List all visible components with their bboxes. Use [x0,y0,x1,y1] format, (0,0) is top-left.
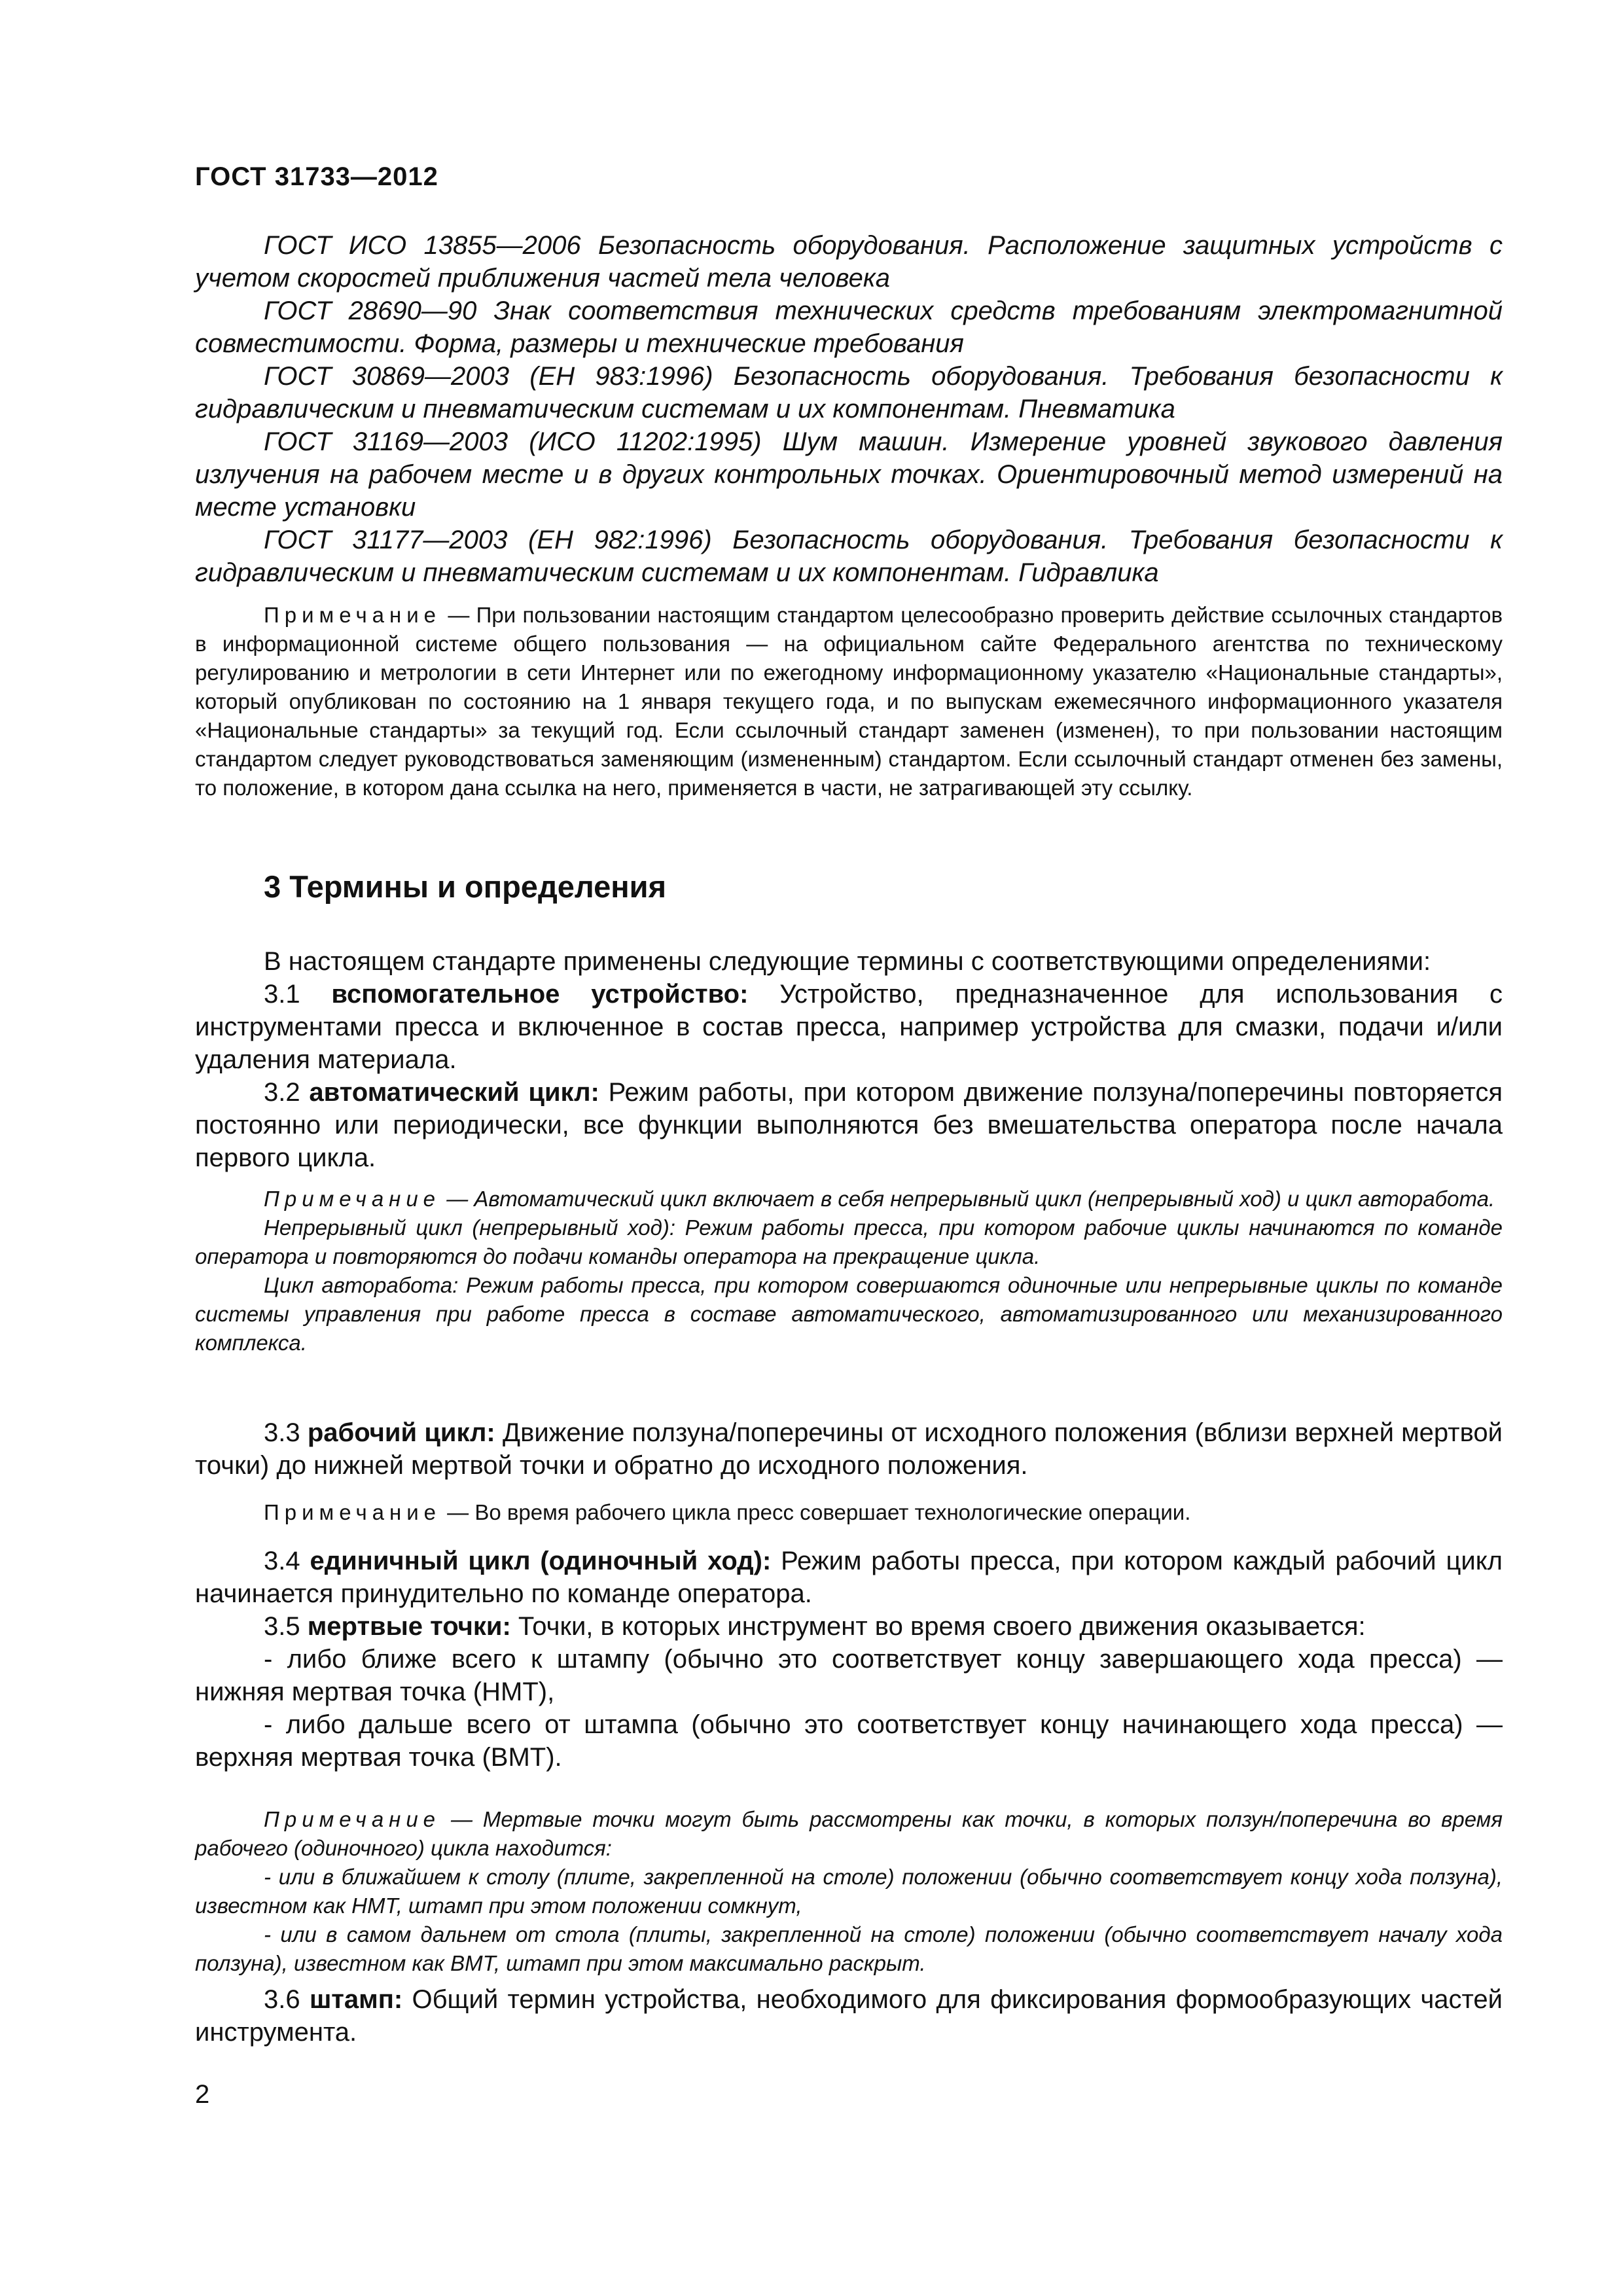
note-text: — Мертвые точки могут быть рассмотрены как точки, в которых ползун/поперечина во время рабочего (одиночного) цикла находится: [195,1807,1503,1860]
reference-item: ГОСТ 28690—90 Знак соответствия технических средств требованиям электромагнитной совместимости. Форма, размеры и технические требования [195,296,1503,358]
term-3-3-note [195,1498,1503,1527]
term-number: 3.6 [264,1985,310,2014]
term-name: мертвые точки: [307,1612,511,1641]
standard-code-header: ГОСТ 31733—2012 [195,162,438,191]
reference-item: ГОСТ 30869—2003 (ЕН 983:1996) Безопасность оборудования. Требования безопасности к гидравлическим и пневматическим системам и их компонентам. Пневматика [195,362,1503,423]
term-number: 3.4 [264,1547,310,1575]
normative-references-list [195,229,1503,589]
term-definition: Устройство, предназначенное для использования с инструментами пресса и включенное в состав пресса, например устройства для смазки, подачи и/или удаления материала. [195,980,1503,1074]
term-3-3 [195,1416,1503,1482]
term-definition: Режим работы пресса, при котором каждый рабочий цикл начинается принудительно по команде оператора. [195,1547,1503,1608]
reference-item: ГОСТ ИСО 13855—2006 Безопасность оборудования. Расположение защитных устройств с учетом скоростей приближения частей тела человека [195,231,1503,293]
term-3-6-block [195,1983,1503,2049]
terms-intro-block [195,945,1503,1174]
term-3-5-note [195,1805,1503,1978]
term-name: штамп: [309,1985,403,2014]
term-3-4 [195,1545,1503,1610]
references-note [195,601,1503,802]
term-definition: Точки, в которых инструмент во время своего движения оказывается: [510,1612,1366,1641]
term-3-5 [195,1610,1503,1643]
term-definition: Режим работы, при котором движение ползуна/поперечины повторяется постоянно или периодически, все функции выполняются без вмешательства оператора после начала первого цикла. [195,1078,1503,1172]
note-text: — При пользовании настоящим стандартом целесообразно проверить действие ссылочных стандартов в информационной системе общего пользования — на официальном сайте Федерального агентства по техническому регулированию и метрологии в сети Интернет или по ежегодному информационному указателю «Национальные стандарты», который опубликован по состоянию на 1 января текущего года, и по выпускам ежемесячного информационного указателя «Национальные стандарты» за текущий год. Если ссылочный стандарт заменен (изменен), то при пользовании настоящим стандартом следует руководствоваться заменяющим (измененным) стандартом. Если ссылочный стандарт отменен без замены, то положение, в котором дана ссылка на него, применяется в части, не затрагивающей эту ссылку. [195,603,1503,800]
note-label: Примечание [264,1807,441,1831]
term-number: 3.1 [264,980,332,1009]
term-name: вспомогательное устройство: [331,980,749,1009]
term-3-3-block [195,1416,1503,1482]
list-item: - или в самом дальнем от стола (плиты, закрепленной на столе) положении (обычно соответствует началу хода ползуна), известном как ВМТ, штамп при этом максимально раскрыт. [195,1922,1503,1975]
terms-3-4-3-5-block [195,1545,1503,1774]
note-label: Примечание [264,603,442,627]
term-number: 3.2 [264,1078,310,1107]
list-item: - или в ближайшем к столу (плите, закрепленной на столе) положении (обычно соответствует концу хода ползуна), известном как НМТ, штамп при этом положении сомкнут, [195,1865,1503,1918]
section-title: 3 Термины и определения [264,869,666,904]
list-item: - либо дальше всего от штампа (обычно это соответствует концу начинающего хода пресса) — верхняя мертвая точка (ВМТ). [195,1710,1503,1772]
term-definition: Общий термин устройства, необходимого для фиксирования формообразующих частей инструмента. [195,1985,1503,2047]
term-3-2-note [195,1185,1503,1357]
term-number: 3.3 [264,1418,308,1447]
reference-item: ГОСТ 31177—2003 (ЕН 982:1996) Безопасность оборудования. Требования безопасности к гидравлическим и пневматическим системам и их компонентам. Гидравлика [195,526,1503,587]
term-number: 3.5 [264,1612,308,1641]
term-name: рабочий цикл: [307,1418,495,1447]
term-3-1 [195,978,1503,1076]
note-text: — Автоматический цикл включает в себя непрерывный цикл (непрерывный ход) и цикл авторабота. [440,1187,1495,1211]
note-text: — Во время рабочего цикла пресс совершает технологические операции. [441,1500,1191,1524]
note-paragraph: Цикл авторабота: Режим работы пресса, при котором совершаются одиночные или непрерывные циклы по команде системы управления при работе пресса в составе автоматического, автоматизированного или механизированного комплекса. [195,1273,1503,1355]
reference-item: ГОСТ 31169—2003 (ИСО 11202:1995) Шум машин. Измерение уровней звукового давления излучения на рабочем месте и в других контрольных точках. Ориентировочный метод измерений на месте установки [195,427,1503,522]
term-name: единичный цикл (одиночный ход): [310,1547,772,1575]
section-intro: В настоящем стандарте применены следующие термины с соответствующими определениями: [264,947,1431,976]
note-label: Примечание [264,1187,441,1211]
term-3-2 [195,1076,1503,1174]
note-label: Примечание [264,1500,442,1524]
page-number: 2 [195,2080,210,2109]
note-paragraph: Непрерывный цикл (непрерывный ход): Режим работы пресса, при котором рабочие циклы начинаются по команде оператора и повторяются до подачи команды оператора на прекращение цикла. [195,1215,1503,1268]
list-item: - либо ближе всего к штампу (обычно это соответствует концу завершающего хода пресса) — нижняя мертвая точка (НМТ), [195,1645,1503,1706]
term-name: автоматический цикл: [309,1078,599,1107]
term-definition: Движение ползуна/поперечины от исходного положения (вблизи верхней мертвой точки) до нижней мертвой точки и обратно до исходного положения. [195,1418,1503,1480]
term-3-6 [195,1983,1503,2049]
